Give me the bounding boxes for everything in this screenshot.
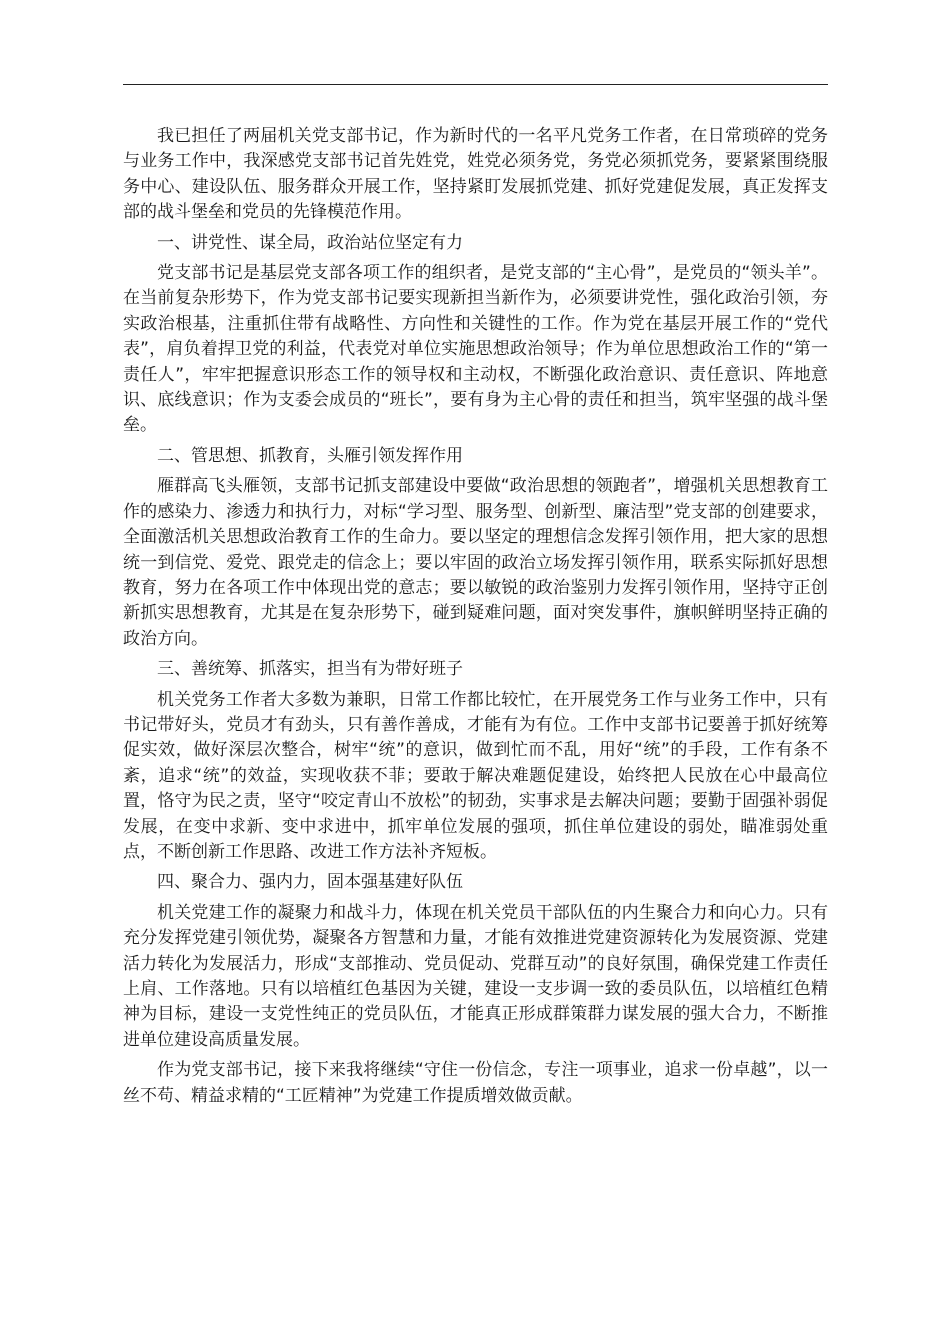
document-body [123, 124, 828, 1109]
header-rule [123, 84, 828, 85]
section-body-2: 雁群高飞头雁领，支部书记抓支部建设中要做“政治思想的领跑者”，增强机关思想教育工作的感染力、渗透力和执行力，对标“学习型、服务型、创新型、廉洁型”党支部的创建要求，全面激活机关思想政治教育工作的生命力。要以坚定的理想信念发挥引领作用，把大家的思想统一到信党、爱党、跟党走的信念上；要以牢固的政治立场发挥引领作用，联系实际抓好思想教育，努力在各项工作中体现出党的意志；要以敏锐的政治鉴别力发挥引领作用，坚持守正创新抓实思想教育，尤其是在复杂形势下，碰到疑难问题，面对突发事件，旗帜鲜明坚持正确的政治方向。 [123, 476, 828, 649]
section-heading-4: 四、聚合力、强内力，固本强基建好队伍 [157, 872, 463, 893]
section-body-3: 机关党务工作者大多数为兼职，日常工作都比较忙，在开展党务工作与业务工作中，只有书记带好头，党员才有劲头，只有善作善成，才能有为有位。工作中支部书记要善于抓好统筹促实效，做好深层次整合，树牢“统”的意识，做到忙而不乱，用好“统”的手段，工作有条不紊，追求“统”的效益，实现收获不菲；要敢于解决难题促建设，始终把人民放在心中最高位置，恪守为民之责，坚守“咬定青山不放松”的韧劲，实事求是去解决问题；要勤于固强补弱促发展，在变中求新、变中求进中，抓牢单位发展的强项，抓住单位建设的弱处，瞄准弱处重点，不断创新工作思路、改进工作方法补齐短板。 [123, 689, 828, 862]
intro-paragraph: 我已担任了两届机关党支部书记，作为新时代的一名平凡党务工作者，在日常琐碎的党务与业务工作中，我深感党支部书记首先姓党，姓党必须务党，务党必须抓党务，要紧紧围绕服务中心、建设队伍、服务群众开展工作，坚持紧盯发展抓党建、抓好党建促发展，真正发挥支部的战斗堡垒和党员的先锋模范作用。 [123, 126, 828, 223]
section-heading-2: 二、管思想、抓教育，头雁引领发挥作用 [157, 445, 463, 466]
section-heading-3: 三、善统筹、抓落实，担当有为带好班子 [157, 659, 463, 680]
closing-paragraph: 作为党支部书记，接下来我将继续“守住一份信念，专注一项事业，追求一份卓越”，以一丝不苟、精益求精的“工匠精神”为党建工作提质增效做贡献。 [123, 1060, 828, 1106]
section-body-1: 党支部书记是基层党支部各项工作的组织者，是党支部的“主心骨”，是党员的“领头羊”。在当前复杂形势下，作为党支部书记要实现新担当新作为，必须要讲党性，强化政治引领，夯实政治根基，注重抓住带有战略性、方向性和关键性的工作。作为党在基层开展工作的“党代表”，肩负着捍卫党的利益，代表党对单位实施思想政治领导；作为单位思想政治工作的“第一责任人”，牢牢把握意识形态工作的领导权和主动权，不断强化政治意识、责任意识、阵地意识、底线意识；作为支委会成员的“班长”，要有身为主心骨的责任和担当，筑牢坚强的战斗堡垒。 [123, 263, 828, 436]
section-body-4: 机关党建工作的凝聚力和战斗力，体现在机关党员干部队伍的内生聚合力和向心力。只有充分发挥党建引领优势，凝聚各方智慧和力量，才能有效推进党建资源转化为发展资源、党建活力转化为发展活力，形成“支部推动、党员促动、党群互动”的良好氛围，确保党建工作责任上肩、工作落地。只有以培植红色基因为关键，建设一支步调一致的委员队伍，以培植红色精神为目标，建设一支党性纯正的党员队伍，才能真正形成群策群力谋发展的强大合力，不断推进单位建设高质量发展。 [123, 902, 828, 1050]
section-heading-1: 一、讲党性、谋全局，政治站位坚定有力 [157, 232, 463, 253]
